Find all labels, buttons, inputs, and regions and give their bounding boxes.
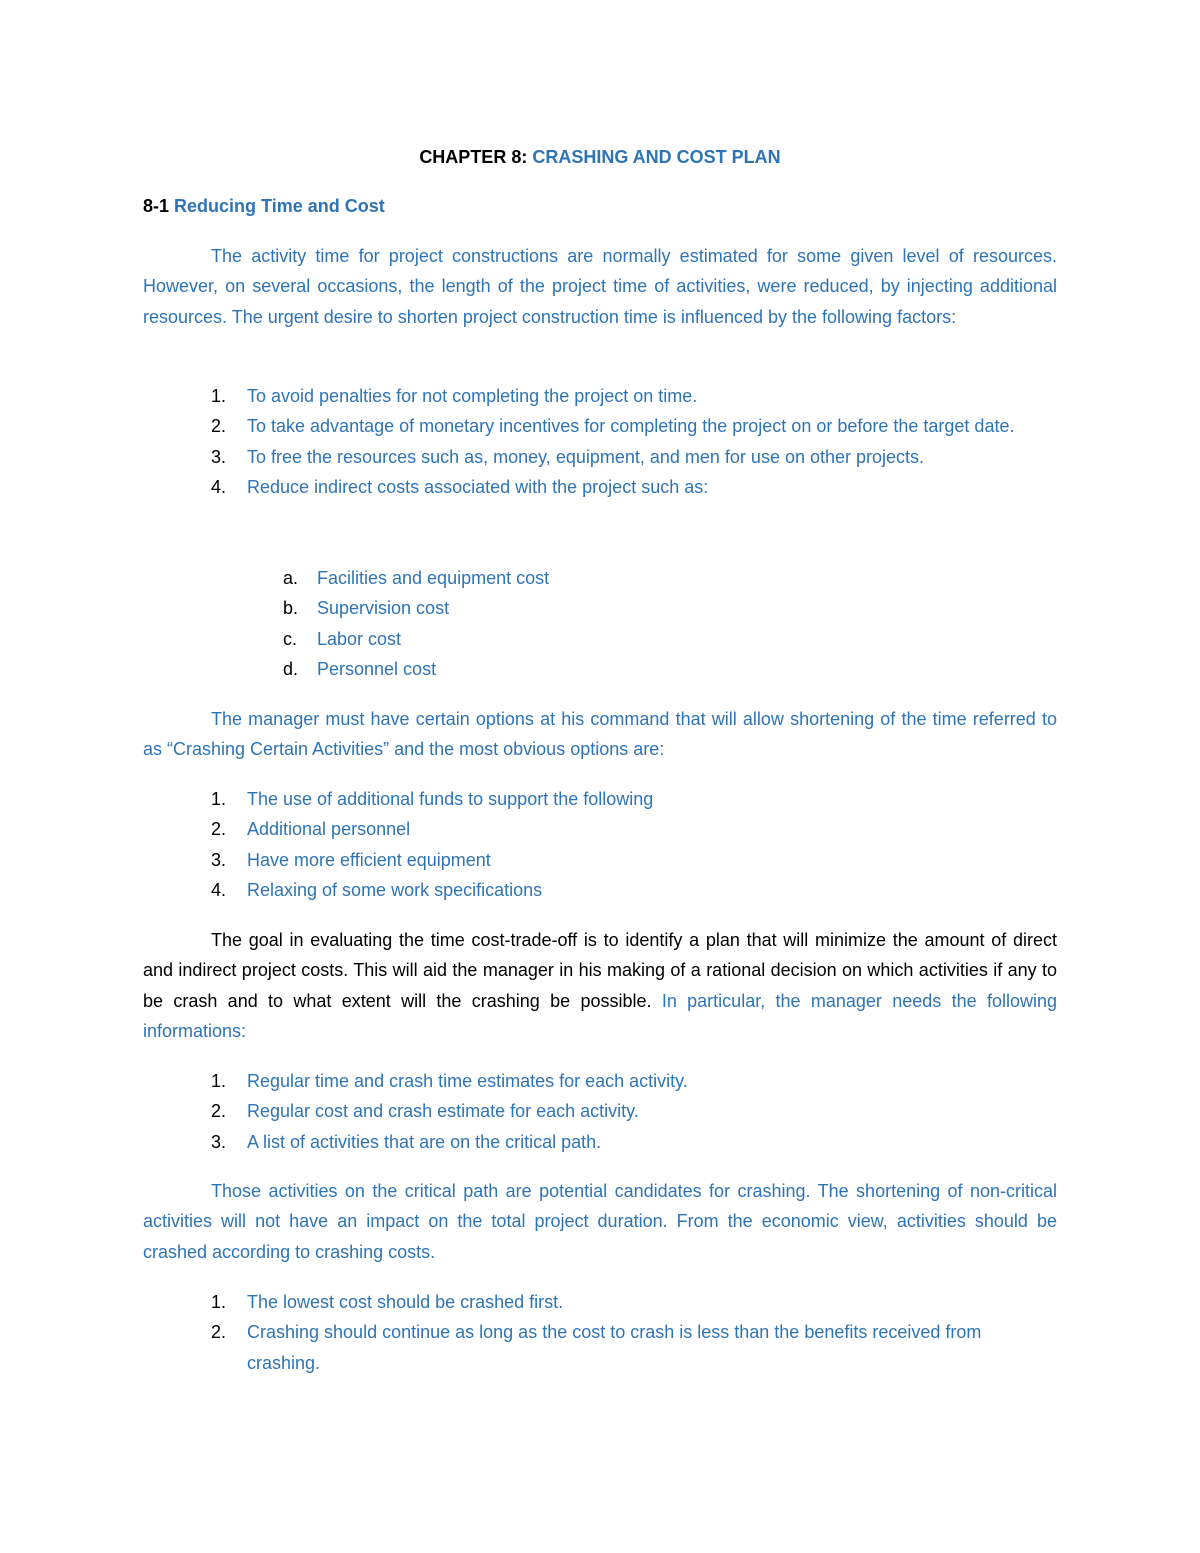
chapter-title bbox=[0, 145, 1200, 169]
list-number: 1. bbox=[211, 386, 227, 406]
list-text: Crashing should continue as long as the cost to crash is less than the benefits received from crashing. bbox=[247, 1322, 982, 1373]
list-text: Regular time and crash time estimates for each activity. bbox=[247, 1071, 688, 1091]
chapter-name: CRASHING AND COST PLAN bbox=[532, 147, 781, 167]
factors-list bbox=[143, 381, 1057, 502]
options-list bbox=[143, 784, 1057, 905]
list-number: 2. bbox=[211, 416, 227, 437]
list-item bbox=[143, 875, 1057, 905]
list-number: 3. bbox=[211, 849, 227, 870]
list-text: Reduce indirect costs associated with the project such as: bbox=[247, 476, 709, 497]
list-text: To take advantage of monetary incentives for completing the project on or before the target date. bbox=[247, 416, 1015, 437]
list-text: Facilities and equipment cost bbox=[317, 568, 550, 588]
section-title: Reducing Time and Cost bbox=[174, 196, 385, 216]
list-text: Additional personnel bbox=[247, 819, 411, 840]
list-letter: c. bbox=[283, 628, 298, 649]
list-item bbox=[143, 411, 1057, 441]
paragraph-intro: The activity time for project constructions are normally estimated for some given level of resources. However, on several occasions, the length of the project time of activities, were reduced, by injecting additional resources. The urgent desire to shorten project construction time is influenced by the following factors: bbox=[143, 246, 1057, 327]
list-text: To avoid penalties for not completing the project on time. bbox=[247, 386, 698, 406]
list-item bbox=[143, 593, 1057, 623]
list-text: Regular cost and crash estimate for each activity. bbox=[247, 1101, 639, 1122]
list-number: 4. bbox=[211, 476, 227, 497]
list-item bbox=[143, 624, 1057, 654]
informations-list bbox=[143, 1066, 1057, 1157]
list-text: Labor cost bbox=[317, 628, 402, 649]
list-number: 1. bbox=[211, 1292, 227, 1312]
section-number: 8-1 bbox=[143, 196, 170, 216]
paragraph-goal-text: The goal in evaluating the time cost-trade-off is to identify a plan that will minimize the amount of direct and indirect project costs. This will aid the manager in his making of a rational decision on which activities if any to be crash and to what extent will the crashing be possible. bbox=[143, 930, 1057, 1011]
list-item bbox=[143, 845, 1057, 875]
list-letter: a. bbox=[283, 568, 299, 588]
chapter-prefix: CHAPTER 8: bbox=[419, 147, 528, 167]
list-item bbox=[143, 784, 1057, 814]
list-item bbox=[143, 1127, 1057, 1157]
indirect-costs-list bbox=[143, 563, 1057, 684]
section-heading bbox=[143, 194, 385, 218]
list-item bbox=[143, 1066, 1057, 1096]
list-number: 1. bbox=[211, 1071, 227, 1091]
list-number: 2. bbox=[211, 1322, 227, 1343]
list-number: 1. bbox=[211, 789, 227, 809]
list-letter: d. bbox=[283, 658, 299, 679]
paragraph-options: The manager must have certain options at his command that will allow shortening of the time referred to as “Crashing Certain Activities” and the most obvious options are: bbox=[143, 709, 1057, 760]
paragraph-goal-highlight: In particular, the manager needs the following informations: bbox=[143, 990, 1057, 1041]
list-letter: b. bbox=[283, 598, 299, 619]
list-item bbox=[143, 1096, 1057, 1126]
list-number: 3. bbox=[211, 1131, 227, 1152]
list-text: A list of activities that are on the critical path. bbox=[247, 1131, 602, 1152]
list-text: To free the resources such as, money, equipment, and men for use on other projects. bbox=[247, 446, 925, 467]
list-item bbox=[143, 1317, 1057, 1378]
list-item bbox=[143, 814, 1057, 844]
list-text: The use of additional funds to support the following bbox=[247, 789, 654, 809]
list-item bbox=[143, 563, 1057, 593]
list-item bbox=[143, 442, 1057, 472]
list-text: The lowest cost should be crashed first. bbox=[247, 1292, 564, 1312]
list-number: 2. bbox=[211, 1101, 227, 1122]
list-text: Relaxing of some work specifications bbox=[247, 879, 543, 900]
list-number: 3. bbox=[211, 446, 227, 467]
list-number: 4. bbox=[211, 879, 227, 900]
list-text: Supervision cost bbox=[317, 598, 450, 619]
list-number: 2. bbox=[211, 819, 227, 840]
list-item bbox=[143, 1287, 1057, 1317]
list-text: Personnel cost bbox=[317, 658, 437, 679]
list-item bbox=[143, 381, 1057, 411]
list-item bbox=[143, 472, 1057, 502]
paragraph-goal bbox=[143, 925, 1057, 1046]
list-text: Have more efficient equipment bbox=[247, 849, 491, 870]
paragraph-critical-path: Those activities on the critical path are potential candidates for crashing. The shortening of non-critical activities will not have an impact on the total project duration. From the economic view, activities should be crashed according to crashing costs. bbox=[143, 1181, 1057, 1262]
rules-list bbox=[143, 1287, 1057, 1378]
list-item bbox=[143, 654, 1057, 684]
